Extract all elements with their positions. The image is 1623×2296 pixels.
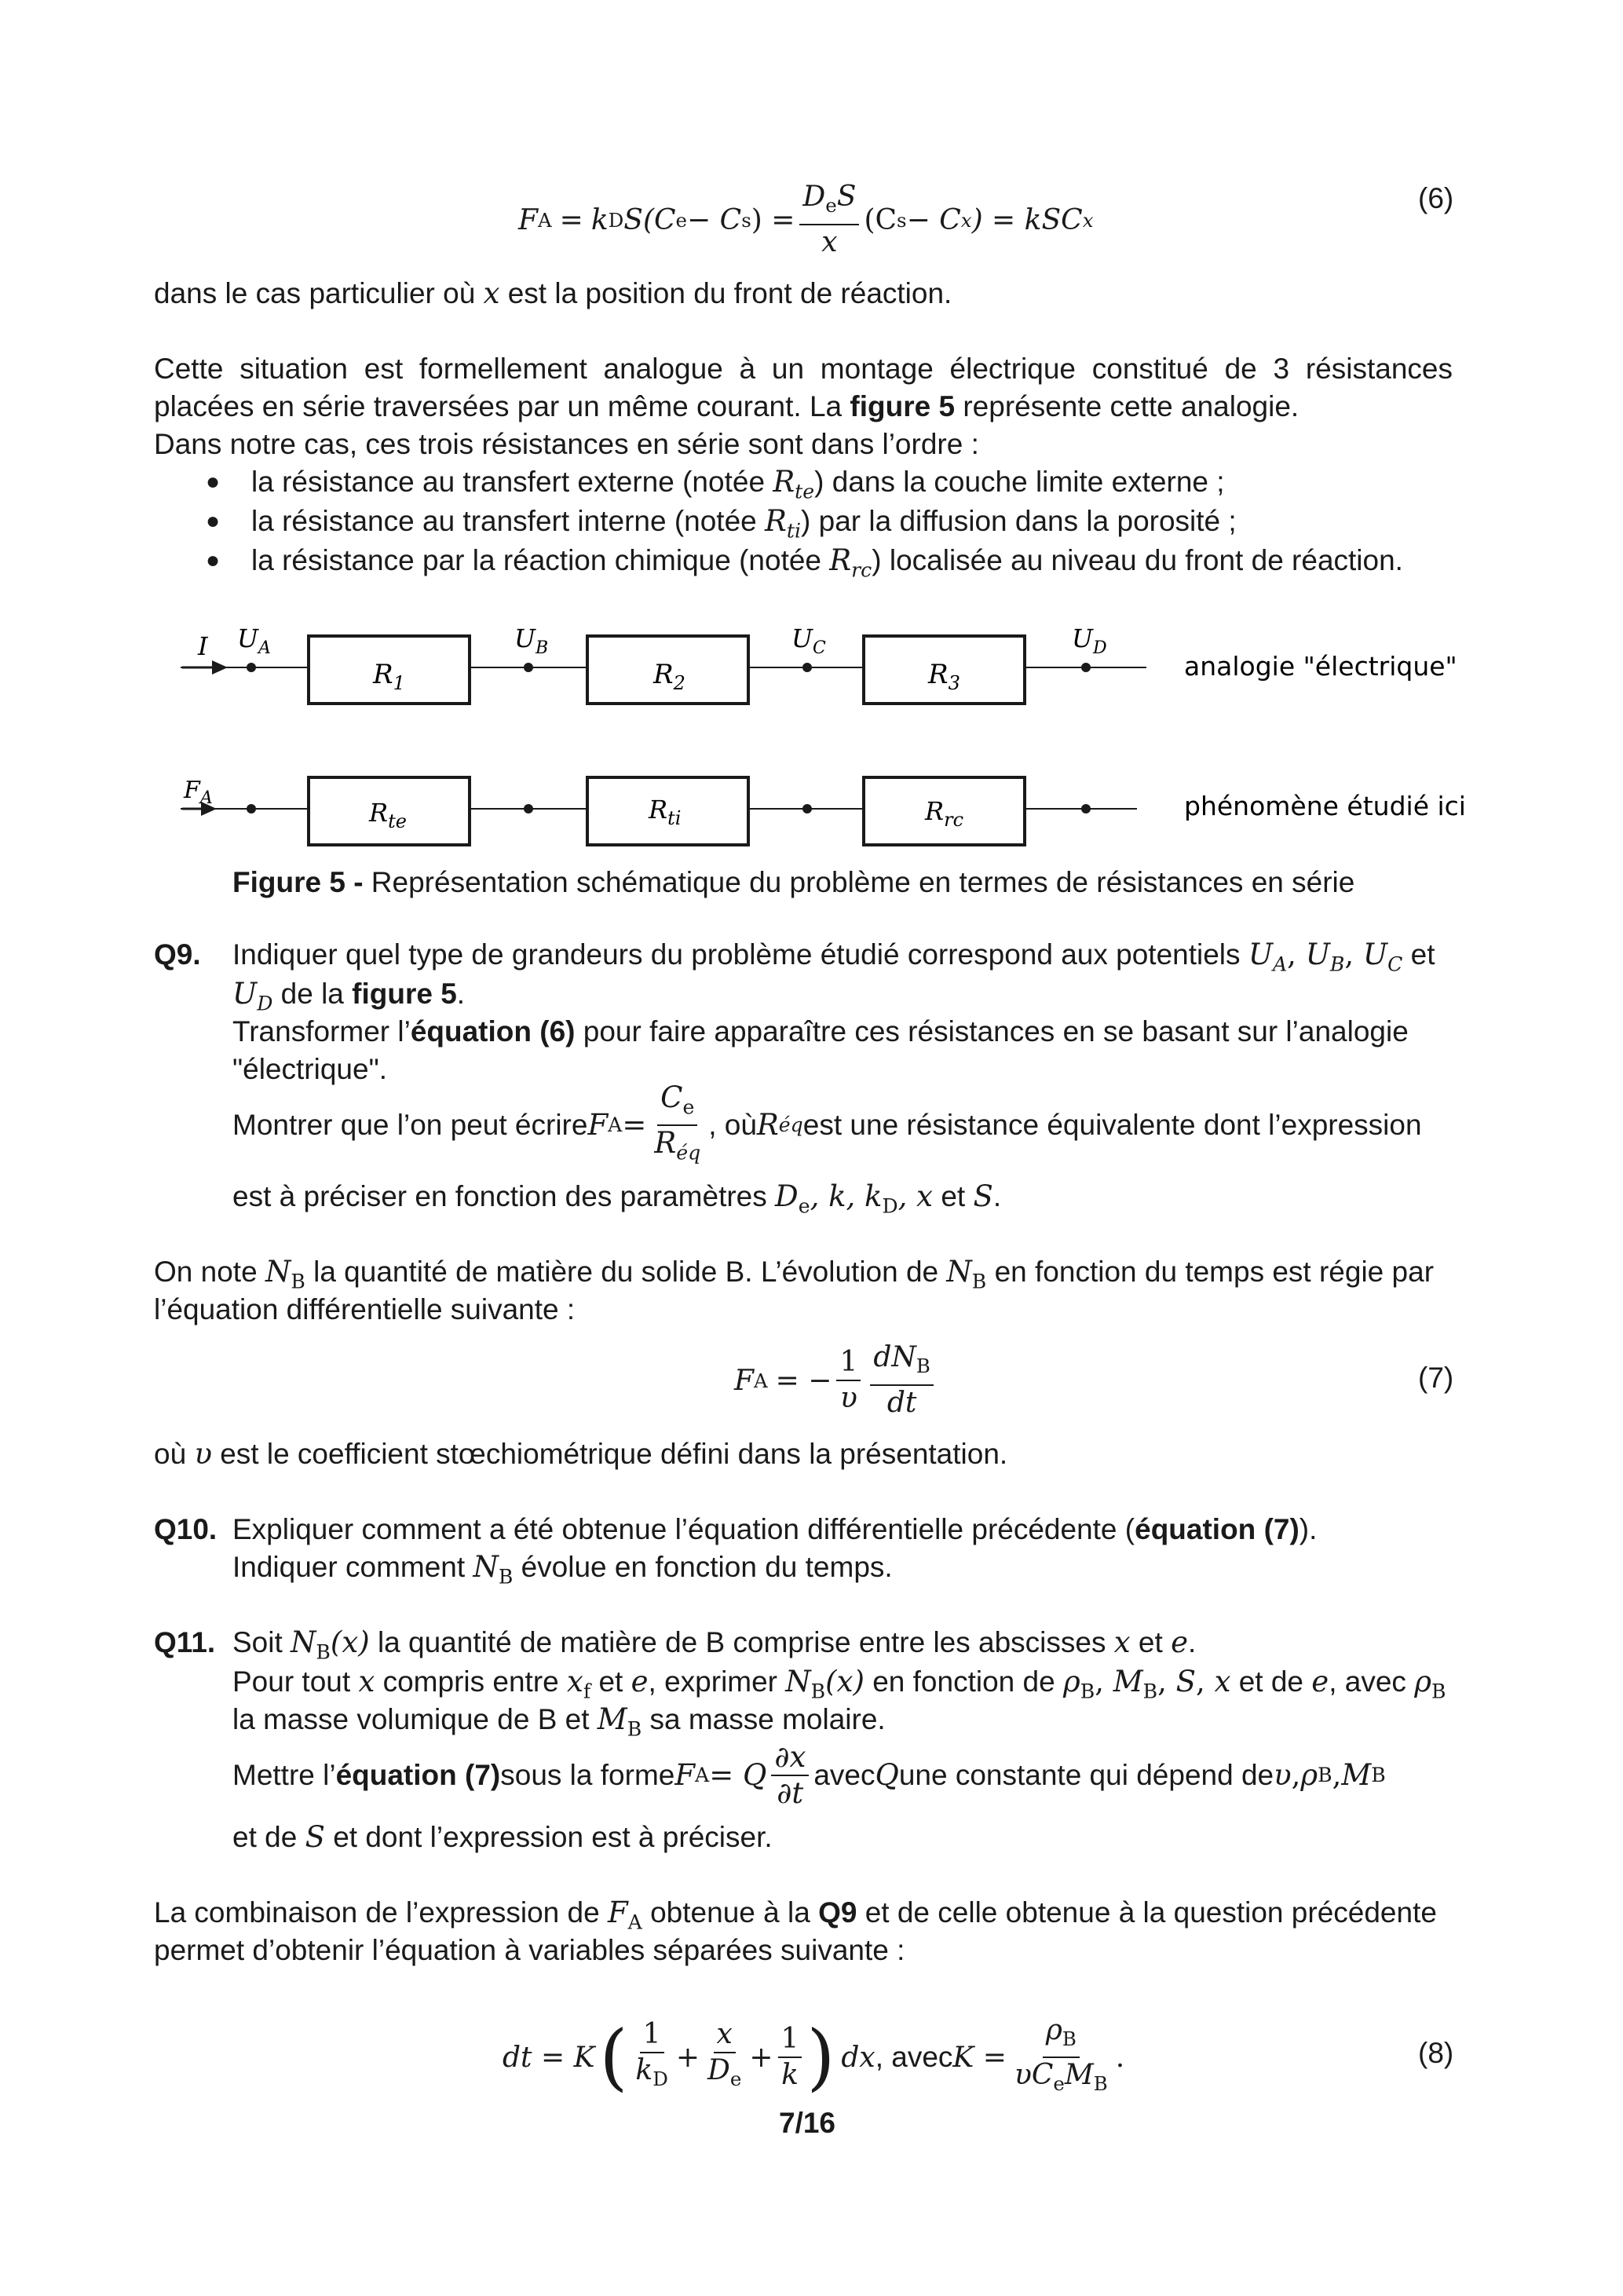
eq8-fraction-K: $\frac{\rho_B}{\upsilon C_eM_B}$ (1014, 2013, 1108, 2096)
q9-line2: $U_D$ de la figure 5. (232, 977, 466, 1015)
page-number: 7/16 (779, 2107, 836, 2139)
equation-6: F A = k D S(C e − C s ) = $\frac{D_eS}{x}$ (C s − C x ) = kSC x (518, 181, 1094, 258)
q9-line6: est à préciser en fonction des paramètres $D_e$, k, $k_D$, x et S. (232, 1179, 1002, 1218)
figure-5-caption: Figure 5 - Représentation schématique du problème en termes de résistances en série (232, 866, 1355, 898)
close-paren: ) (806, 2015, 835, 2099)
top-row-label: analogie "électrique" (1184, 651, 1457, 682)
paragraph-nb-line1: On note $N_B$ la quantité de matière du solide B. L’évolution de $N_B$ en fonction du temps est régie par (154, 1255, 1435, 1293)
bullet-item-rti: la résistance au transfert interne (notée $R_{ti}$) par la diffusion dans la porosité ; (251, 504, 1237, 543)
q9-line4: "électrique". (232, 1053, 387, 1085)
paragraph-nb-line2: l’équation différentielle suivante : (154, 1293, 576, 1325)
paragraph-stoichiometric: où υ est le coefficient stœchiométrique défini dans la présentation. (154, 1437, 1008, 1471)
equation-7: F A = − $\frac{1}{\upsilon}$ $\frac{dN_B}{dt}$ (734, 1341, 938, 1420)
resistor-rte-label: $R_{te}$ (369, 798, 407, 832)
node-ub (524, 663, 533, 672)
resistor-r3-label: $R_3$ (928, 659, 960, 694)
resistor-rrc-label: $R_{rc}$ (925, 796, 964, 831)
node-uc (802, 663, 812, 672)
q11-line5: et de S et dont l’expression est à préciser. (232, 1820, 773, 1854)
node-ud (1081, 663, 1091, 672)
resistor-r1-label: $R_1$ (373, 659, 405, 694)
resistor-rti-label: $R_{ti}$ (649, 795, 682, 829)
eq7-fraction-1: $\frac{1}{\upsilon}$ (836, 1347, 861, 1414)
node-bottom-1 (247, 804, 256, 813)
paragraph-combination-line1: La combinaison de l’expression de $F_A$ obtenue à la Q9 et de celle obtenue à la question précédente (154, 1896, 1437, 1934)
equation-7-number: (7) (1418, 1362, 1454, 1394)
node-ua (247, 663, 256, 672)
bottom-row-label: phénomène étudié ici (1184, 791, 1466, 821)
bullet-dot: ● (206, 508, 221, 534)
eq8-fraction-3: $\frac{1}{k}$ (778, 2024, 802, 2091)
potential-ud: $U_D$ (1072, 623, 1107, 658)
bullet-dot: ● (206, 469, 221, 495)
node-bottom-2 (524, 804, 533, 813)
question-q11-label: Q11. (154, 1626, 216, 1658)
paragraph-analogy-line2: placées en série traversées par un même courant. La figure 5 représente cette analogie. (154, 390, 1299, 422)
node-bottom-3 (802, 804, 812, 813)
eq7-fraction-2: $\frac{dN_B}{dt}$ (870, 1342, 934, 1418)
eq8-fraction-1: $\frac{1}{k_D}$ (635, 2018, 668, 2091)
question-q9-label: Q9. (154, 938, 201, 971)
current-label: I (198, 631, 208, 661)
equation-8: dt = K ( $\frac{1}{k_D}$ + $\frac{x}{D_e}$ + $\frac{1}{k}$ ) dx , avec K = $\frac{\rho_B}{\upsilon C_eM_B}$ . (503, 2013, 1125, 2099)
potential-ub: $U_B$ (514, 623, 549, 658)
bullet-dot: ● (206, 547, 221, 573)
eq8-fraction-2: $\frac{x}{D_e}$ (707, 2018, 742, 2091)
q11-fraction: $\frac{\partial x}{\partial t}$ (771, 1742, 809, 1809)
paragraph-front-position: dans le cas particulier où x est la position du front de réaction. (154, 276, 952, 310)
equation-6-number: (6) (1418, 182, 1454, 214)
node-bottom-4 (1081, 804, 1091, 813)
paragraph-analogy-line3: Dans notre cas, ces trois résistances en série sont dans l’ordre : (154, 428, 979, 460)
q9-line5: Montrer que l’on peut écrire F A = $\frac{C_e}{R_{éq}}$ , où R éq est une résistance équivalente dont l’expression (232, 1090, 1422, 1161)
q11-line1: Soit $N_B(x)$ la quantité de matière de B comprise entre les abscisses x et e. (232, 1625, 1197, 1664)
q10-line2: Indiquer comment $N_B$ évolue en fonction du temps. (232, 1550, 893, 1589)
figure-5-diagram (0, 612, 1623, 872)
q10-line1: Expliquer comment a été obtenue l’équation différentielle précédente (équation (7)). (232, 1513, 1318, 1545)
potential-uc: $U_C$ (791, 623, 826, 658)
q9-line1: Indiquer quel type de grandeurs du problème étudié correspond aux potentiels $U_A$, $U_B$, $U_C$ et (232, 938, 1435, 976)
bullet-item-rte: la résistance au transfert externe (notée $R_{te}$) dans la couche limite externe ; (251, 465, 1225, 503)
question-q10-label: Q10. (154, 1513, 217, 1545)
paragraph-combination-line2: permet d’obtenir l’équation à variables séparées suivante : (154, 1934, 905, 1966)
q11-line2: Pour tout x compris entre $x_f$ et e, exprimer $N_B(x)$ en fonction de $\rho_B$, $M_B$, S, x et de e, avec $\rho_B$ (232, 1665, 1446, 1703)
potential-ua: $U_A$ (237, 623, 271, 658)
q9-fraction: $\frac{C_e}{R_{éq}}$ (654, 1080, 701, 1164)
bullet-item-rrc: la résistance par la réaction chimique (notée $R_{rc}$) localisée au niveau du front de réaction. (251, 543, 1403, 582)
flux-label: $F_A$ (184, 777, 213, 808)
open-paren: ( (599, 2015, 628, 2099)
equation-8-number: (8) (1418, 2037, 1454, 2069)
q9-line3: Transformer l’équation (6) pour faire apparaître ces résistances en se basant sur l’analogie (232, 1015, 1409, 1047)
q11-line4: Mettre l’ équation (7) sous la forme F A = Q $\frac{\partial x}{\partial t}$ avec Q une constante qui dépend de υ , ρ B , M B (232, 1740, 1386, 1810)
q11-line3: la masse volumique de B et $M_B$ sa masse molaire. (232, 1702, 886, 1741)
eq6-fraction: $\frac{D_eS}{x}$ (799, 181, 859, 258)
current-arrowhead (212, 660, 228, 675)
paragraph-analogy-line1: Cette situation est formellement analogue à un montage électrique constitué de 3 résistances (154, 353, 1453, 385)
resistor-r2-label: $R_2$ (653, 659, 685, 694)
